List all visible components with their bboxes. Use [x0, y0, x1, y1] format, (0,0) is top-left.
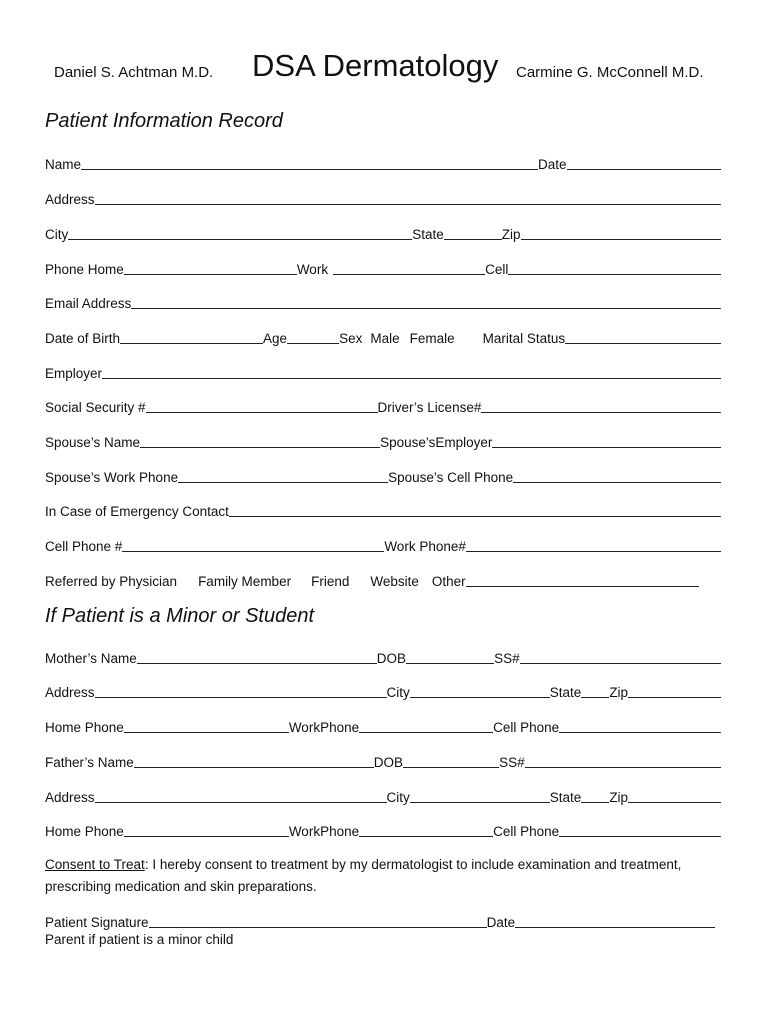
work-phone-field[interactable]	[333, 274, 485, 275]
drivers-license-label: Driver’s License#	[377, 400, 482, 415]
mother-address-label: Address	[45, 685, 95, 700]
date-field[interactable]	[567, 169, 721, 170]
referred-family-member-option[interactable]: Family Member	[198, 574, 292, 589]
father-address-field[interactable]	[95, 802, 387, 803]
city-field[interactable]	[68, 239, 412, 240]
spouse-cell-phone-label: Spouse’s Cell Phone	[388, 470, 514, 485]
email-field[interactable]	[131, 308, 721, 309]
zip-field[interactable]	[521, 239, 721, 240]
minor-section-title: If Patient is a Minor or Student	[45, 605, 315, 627]
father-city-label: City	[386, 790, 410, 805]
father-home-phone-field[interactable]	[124, 836, 289, 837]
work-phone-field[interactable]	[466, 551, 721, 552]
letterhead	[0, 48, 770, 92]
city-label: City	[45, 227, 69, 242]
work-phone-label: Work Phone#	[384, 539, 466, 554]
parent-note: Parent if patient is a minor child	[45, 932, 234, 947]
dob-field[interactable]	[120, 343, 263, 344]
address-label: Address	[45, 192, 95, 207]
row-emergency-phones	[45, 535, 721, 555]
mother-dob-label: DOB	[376, 651, 407, 666]
state-field[interactable]	[444, 239, 502, 240]
employer-field[interactable]	[102, 378, 721, 379]
row-father-address	[45, 786, 721, 806]
row-signature	[45, 911, 721, 931]
work-label: Work	[296, 262, 329, 277]
age-label: Age	[263, 331, 288, 346]
mother-state-label: State	[549, 685, 582, 700]
row-mother	[45, 647, 721, 667]
name-label: Name	[45, 157, 82, 172]
spouse-employer-label: Spouse’sEmployer	[380, 435, 493, 450]
spouse-employer-field[interactable]	[492, 447, 721, 448]
mothers-name-label: Mother’s Name	[45, 651, 137, 666]
spouse-cell-phone-field[interactable]	[513, 482, 721, 483]
mother-dob-field[interactable]	[406, 663, 494, 664]
father-state-field[interactable]	[581, 802, 609, 803]
row-city-state-zip	[45, 223, 721, 243]
row-mother-phones	[45, 716, 721, 736]
doctor-right: Carmine G. McConnell M.D.	[516, 64, 704, 81]
marital-status-field[interactable]	[565, 343, 721, 344]
cell-phone-field[interactable]	[122, 551, 384, 552]
referred-other-label: Other	[431, 574, 466, 589]
mother-state-field[interactable]	[581, 697, 609, 698]
row-dob-age-sex	[45, 327, 721, 347]
mother-cell-phone-label: Cell Phone	[493, 720, 560, 735]
referred-website-option[interactable]: Website	[370, 574, 419, 589]
drivers-license-field[interactable]	[481, 412, 721, 413]
zip-label: Zip	[501, 227, 521, 242]
mother-home-phone-field[interactable]	[124, 732, 289, 733]
father-ss-field[interactable]	[525, 767, 721, 768]
mother-city-label: City	[386, 685, 410, 700]
mother-address-field[interactable]	[95, 697, 387, 698]
fathers-name-field[interactable]	[134, 767, 374, 768]
row-email	[45, 292, 721, 312]
date-label: Date	[538, 157, 567, 172]
father-state-label: State	[549, 790, 582, 805]
consent-label: Consent to Treat	[45, 857, 145, 872]
row-father	[45, 751, 721, 771]
father-work-phone-field[interactable]	[359, 836, 493, 837]
email-label: Email Address	[45, 296, 132, 311]
referred-by-physician-option[interactable]: Referred by Physician	[45, 574, 178, 589]
age-field[interactable]	[287, 343, 339, 344]
father-dob-field[interactable]	[403, 767, 499, 768]
doctor-left: Daniel S. Achtman M.D.	[54, 64, 214, 81]
mother-city-field[interactable]	[410, 697, 550, 698]
sex-male-option[interactable]: Male	[370, 331, 400, 346]
mother-ss-label: SS#	[494, 651, 520, 666]
name-field[interactable]	[81, 169, 538, 170]
patient-section-title: Patient Information Record	[45, 110, 283, 132]
fathers-name-label: Father’s Name	[45, 755, 134, 770]
row-spouse-phones	[45, 466, 721, 486]
consent-paragraph	[45, 854, 725, 898]
phone-home-field[interactable]	[124, 274, 297, 275]
employer-label: Employer	[45, 366, 103, 381]
sex-label: Sex	[339, 331, 363, 346]
row-employer	[45, 362, 721, 382]
row-emergency-contact	[45, 500, 721, 520]
dob-label: Date of Birth	[45, 331, 121, 346]
father-dob-label: DOB	[373, 755, 404, 770]
row-referral	[45, 570, 721, 590]
marital-status-label: Marital Status	[482, 331, 566, 346]
address-field[interactable]	[95, 204, 721, 205]
ssn-label: Social Security #	[45, 400, 146, 415]
row-phones	[45, 258, 721, 278]
father-cell-phone-field[interactable]	[559, 836, 721, 837]
cell-field[interactable]	[508, 274, 721, 275]
row-spouse-name	[45, 431, 721, 451]
father-zip-label: Zip	[609, 790, 629, 805]
clinic-name: DSA Dermatology	[252, 48, 499, 83]
father-ss-label: SS#	[499, 755, 525, 770]
spouse-work-phone-label: Spouse’s Work Phone	[45, 470, 179, 485]
mother-work-phone-field[interactable]	[359, 732, 493, 733]
mother-zip-field[interactable]	[628, 697, 721, 698]
spouse-name-field[interactable]	[140, 447, 380, 448]
patient-signature-label: Patient Signature	[45, 915, 149, 930]
father-work-phone-label: WorkPhone	[288, 824, 360, 839]
father-zip-field[interactable]	[628, 802, 721, 803]
cell-phone-label: Cell Phone #	[45, 539, 123, 554]
state-label: State	[412, 227, 444, 242]
mother-cell-phone-field[interactable]	[559, 732, 721, 733]
row-mother-address	[45, 681, 721, 701]
spouse-name-label: Spouse’s Name	[45, 435, 141, 450]
mother-zip-label: Zip	[609, 685, 629, 700]
emergency-contact-field[interactable]	[229, 516, 721, 517]
mother-ss-field[interactable]	[520, 663, 721, 664]
father-home-phone-label: Home Phone	[45, 824, 124, 839]
referred-friend-option[interactable]: Friend	[311, 574, 350, 589]
father-address-label: Address	[45, 790, 95, 805]
referred-other-field[interactable]	[466, 586, 699, 587]
mother-home-phone-label: Home Phone	[45, 720, 124, 735]
spouse-work-phone-field[interactable]	[178, 482, 388, 483]
signature-date-field[interactable]	[515, 927, 715, 928]
sex-female-option[interactable]: Female	[409, 331, 455, 346]
row-father-phones	[45, 820, 721, 840]
patient-signature-field[interactable]	[149, 927, 487, 928]
signature-date-label: Date	[486, 915, 516, 930]
cell-label: Cell	[485, 262, 509, 277]
phone-home-label: Phone Home	[45, 262, 124, 277]
consent-text: : I hereby consent to treatment by my dermatologist to include examination and treatment, prescribing medication and skin preparations.	[45, 857, 682, 894]
father-city-field[interactable]	[410, 802, 550, 803]
row-ssn-license	[45, 396, 721, 416]
emergency-contact-label: In Case of Emergency Contact	[45, 504, 229, 519]
row-name-date	[45, 153, 721, 173]
mothers-name-field[interactable]	[137, 663, 377, 664]
father-cell-phone-label: Cell Phone	[493, 824, 560, 839]
ssn-field[interactable]	[146, 412, 378, 413]
row-address	[45, 188, 721, 208]
mother-work-phone-label: WorkPhone	[288, 720, 360, 735]
